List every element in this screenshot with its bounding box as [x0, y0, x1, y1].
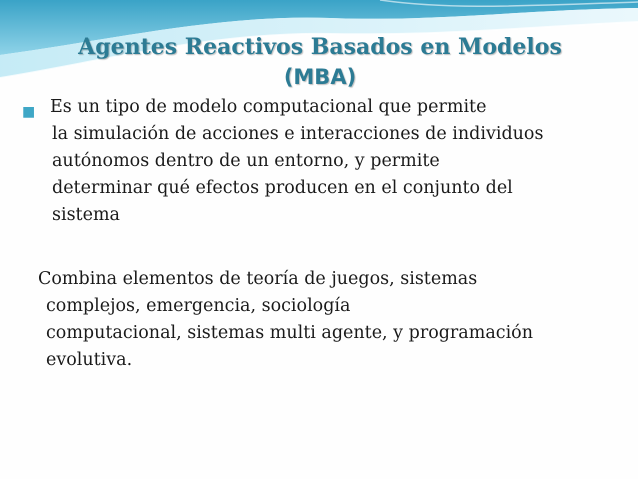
bullet-line: la simulación de acciones e interacciones de individuos [52, 124, 544, 144]
bullet-line: Es un tipo de modelo computacional que permite [50, 97, 487, 117]
paragraph-line: Combina elementos de teoría de juegos, sistemas [38, 269, 478, 289]
bullet-line: autónomos dentro de un entorno, y permite [52, 151, 440, 171]
title-line-1: Agentes Reactivos Basados en Modelos [78, 34, 562, 60]
bullet-square-icon: ■ [22, 104, 36, 120]
title-line-2: (MBA) [283, 65, 357, 89]
paragraph-line: computacional, sistemas multi agente, y programación [46, 323, 533, 343]
bullet-line: sistema [52, 205, 120, 225]
bullet-text [22, 94, 612, 229]
body-paragraph [38, 266, 618, 374]
slide-title [40, 32, 600, 92]
bullet-item [22, 94, 612, 229]
paragraph-line: evolutiva. [46, 350, 133, 370]
bullet-line: determinar qué efectos producen en el conjunto del [52, 178, 513, 198]
paragraph-line: complejos, emergencia, sociología [46, 296, 351, 316]
